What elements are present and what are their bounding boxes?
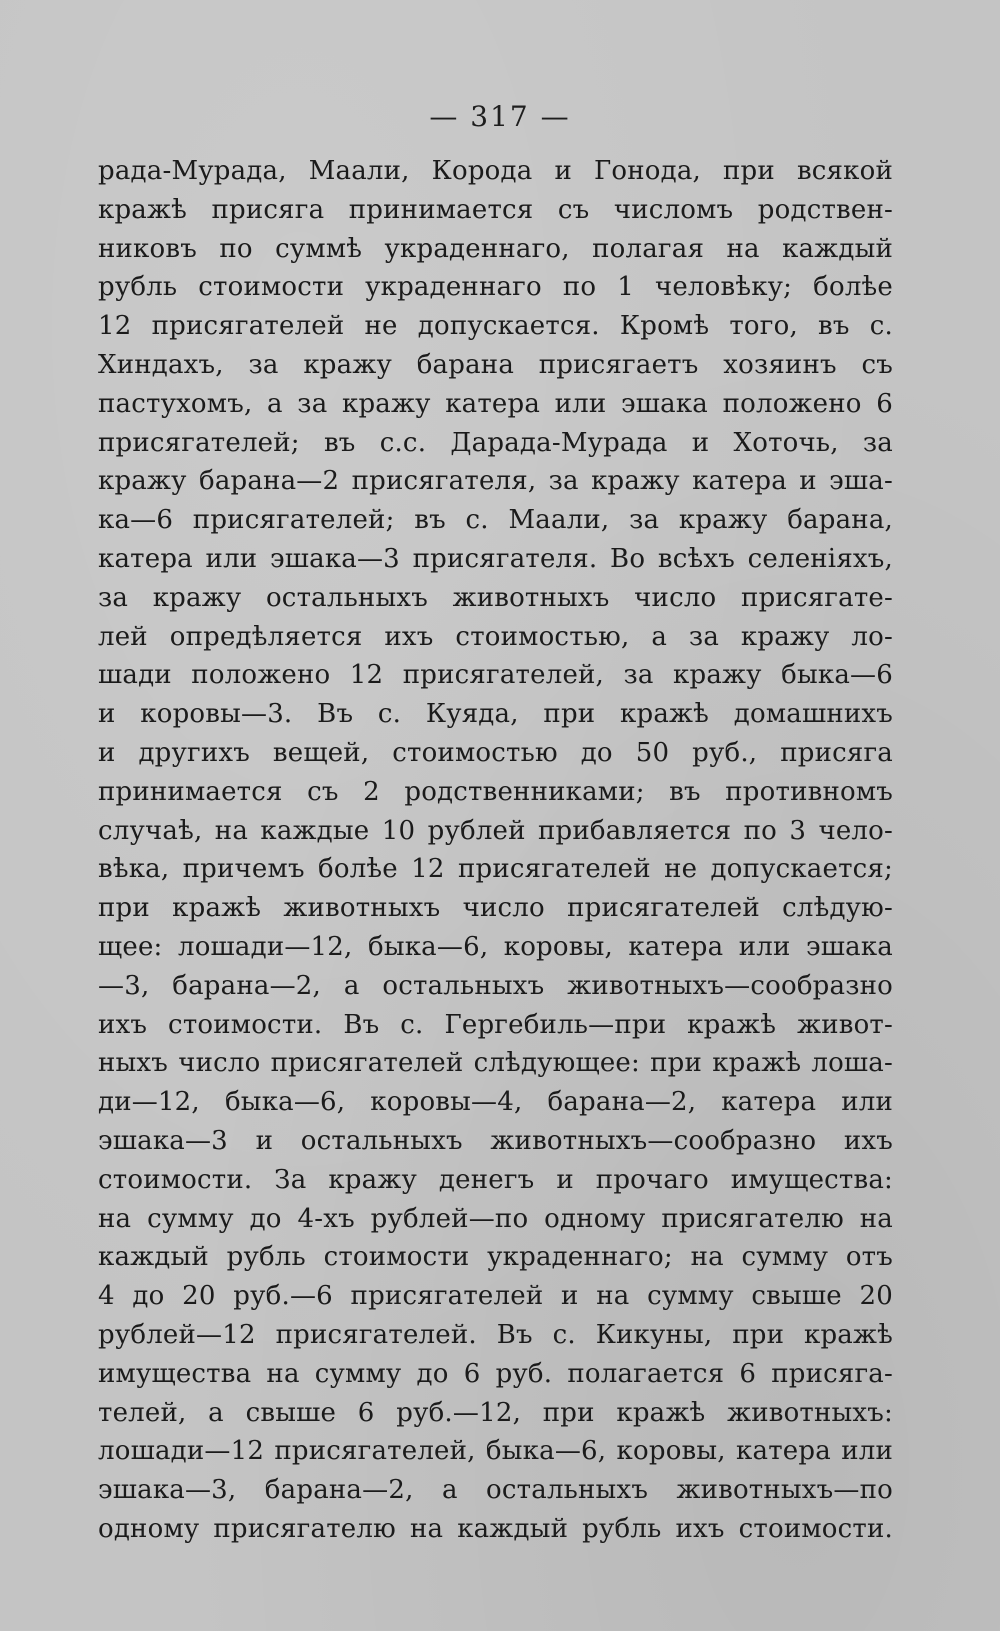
text-line: за кражу остальныхъ животныхъ число присягате- bbox=[98, 582, 893, 613]
text-line: кражу барана—2 присягателя, за кражу катера и эша- bbox=[98, 466, 893, 497]
text-line: одному присягателю на каждый рубль ихъ стоимости. bbox=[98, 1513, 893, 1544]
text-line: вѣка, причемъ болѣе 12 присягателей не допускается; bbox=[98, 854, 893, 885]
text-line: ихъ стоимости. Въ с. Гергебиль—при кражѣ живот- bbox=[98, 1009, 893, 1040]
text-line: присягателей; въ с.с. Дарада-Мурада и Хоточь, за bbox=[98, 427, 893, 458]
text-line: случаѣ, на каждые 10 рублей прибавляется по 3 чело- bbox=[98, 815, 893, 846]
text-line: и другихъ вещей, стоимостью до 50 руб., присяга bbox=[98, 737, 893, 768]
text-line: ныхъ число присягателей слѣдующее: при кражѣ лоша- bbox=[98, 1048, 893, 1079]
text-line: шади положено 12 присягателей, за кражу быка—6 bbox=[98, 660, 893, 691]
text-line: кражѣ присяга принимается съ числомъ родствен- bbox=[98, 194, 893, 225]
text-line: телей, а свыше 6 руб.—12, при кражѣ животныхъ: bbox=[98, 1397, 893, 1428]
body-text bbox=[98, 152, 893, 1549]
text-line: катера или эшака—3 присягателя. Во всѣхъ селеніяхъ, bbox=[98, 543, 893, 574]
page-number: — 317 — bbox=[429, 100, 571, 133]
text-line: рублей—12 присягателей. Въ с. Кикуны, при кражѣ bbox=[98, 1319, 893, 1350]
text-line: пастухомъ, а за кражу катера или эшака положено 6 bbox=[98, 388, 893, 419]
text-line: —3, барана—2, а остальныхъ животныхъ—сообразно bbox=[98, 970, 893, 1001]
text-line: ка—6 присягателей; въ с. Маали, за кражу барана, bbox=[98, 505, 893, 536]
text-line: Хиндахъ, за кражу барана присягаетъ хозяинъ съ bbox=[98, 349, 893, 380]
text-line: лошади—12 присягателей, быка—6, коровы, катера или bbox=[98, 1436, 893, 1467]
text-line: никовъ по суммѣ украденнаго, полагая на каждый bbox=[98, 233, 893, 264]
text-line: принимается съ 2 родственниками; въ противномъ bbox=[98, 776, 893, 807]
text-line: щее: лошади—12, быка—6, коровы, катера или эшака bbox=[98, 931, 893, 962]
text-line: рада-Мурада, Маали, Корода и Гонода, при всякой bbox=[98, 156, 893, 186]
text-line: ди—12, быка—6, коровы—4, барана—2, катера или bbox=[98, 1087, 893, 1118]
text-line: имущества на сумму до 6 руб. полагается 6 присяга- bbox=[98, 1358, 893, 1389]
text-line: эшака—3, барана—2, а остальныхъ животныхъ—по bbox=[98, 1475, 893, 1506]
text-line: при кражѣ животныхъ число присягателей слѣдую- bbox=[98, 893, 893, 924]
text-line: эшака—3 и остальныхъ животныхъ—сообразно ихъ bbox=[98, 1125, 893, 1156]
text-line: каждый рубль стоимости украденнаго; на сумму отъ bbox=[98, 1242, 893, 1273]
text-line: 12 присягателей не допускается. Кромѣ того, въ с. bbox=[98, 311, 893, 342]
text-line: лей опредѣляется ихъ стоимостью, а за кражу ло- bbox=[98, 621, 893, 652]
text-line: и коровы—3. Въ с. Куяда, при кражѣ домашнихъ bbox=[98, 699, 893, 730]
text-line: 4 до 20 руб.—6 присягателей и на сумму свыше 20 bbox=[98, 1281, 893, 1312]
text-line: стоимости. За кражу денегъ и прочаго имущества: bbox=[98, 1164, 893, 1195]
text-line: на сумму до 4-хъ рублей—по одному присягателю на bbox=[98, 1203, 893, 1234]
text-line: рубль стоимости украденнаго по 1 человѣку; болѣе bbox=[98, 272, 893, 303]
